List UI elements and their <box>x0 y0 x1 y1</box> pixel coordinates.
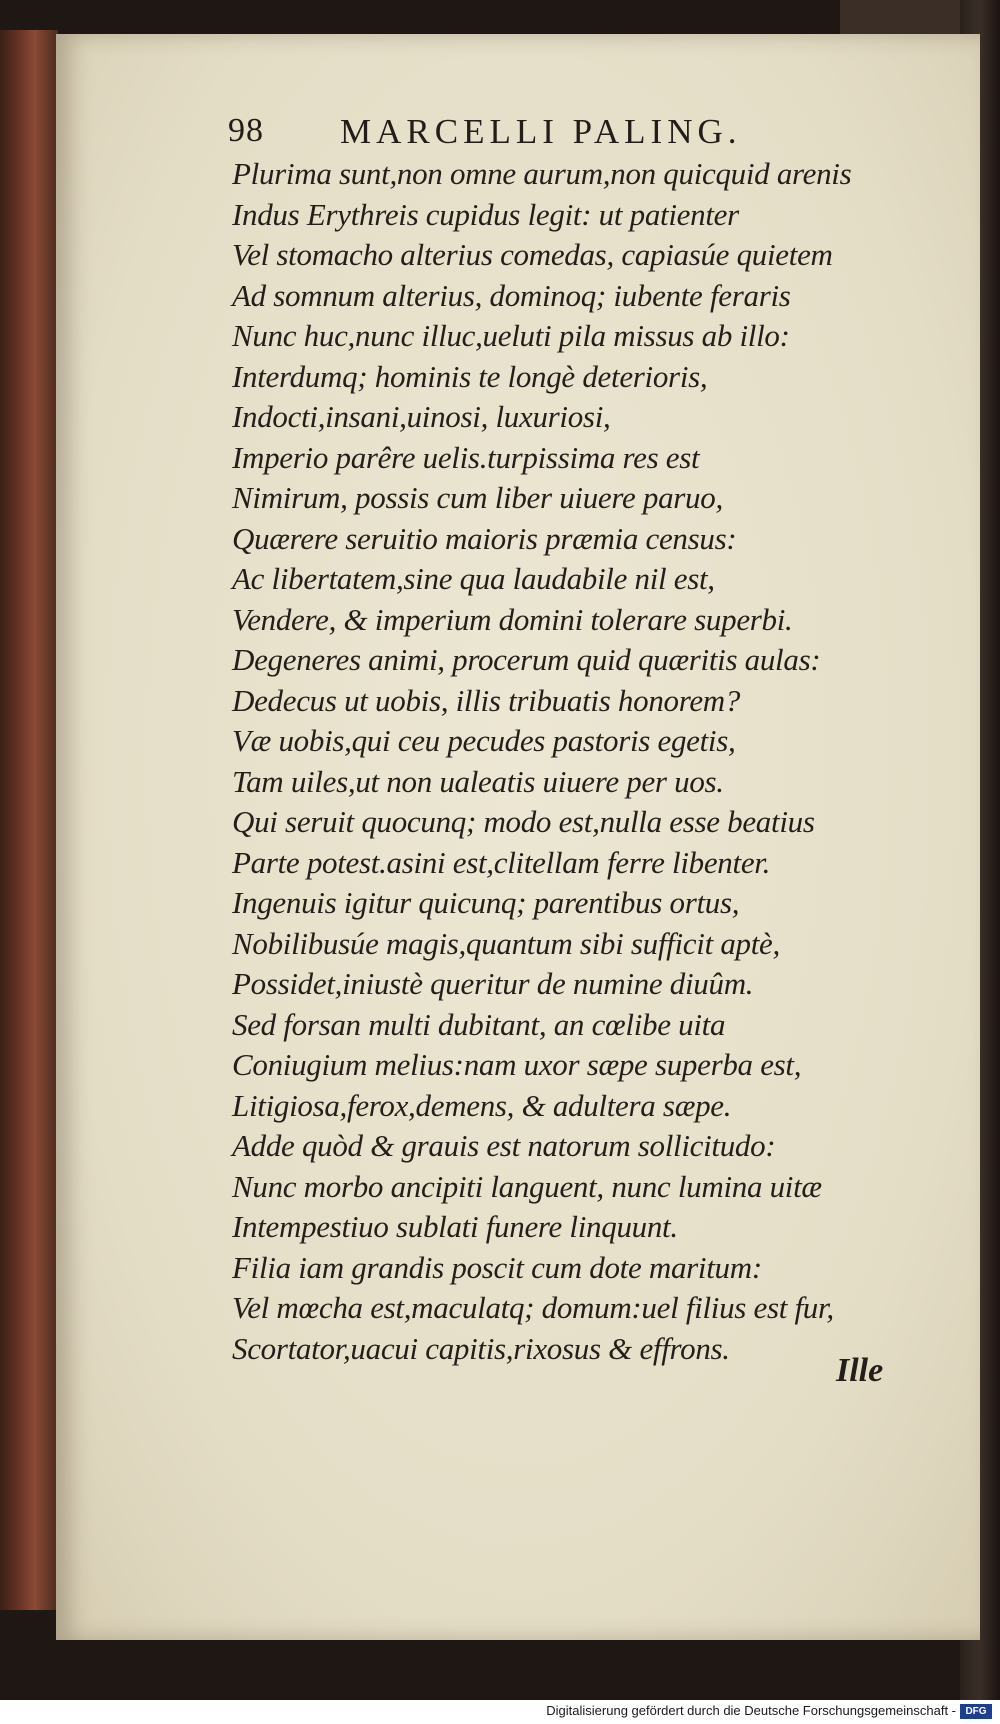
dfg-logo: DFG <box>960 1704 992 1719</box>
running-title: MARCELLI PALING. <box>340 112 742 151</box>
verse-line: Imperio parêre uelis.turpissima res est <box>232 439 700 475</box>
verse-line: Vendere, & imperium domini tolerare superbi. <box>232 601 793 637</box>
verse-line: Indocti,insani,uinosi, luxuriosi, <box>232 399 611 434</box>
verse-line: Nimirum, possis cum liber uiuere paruo, <box>232 480 723 515</box>
verse-line: Indus Erythreis cupidus legit: ut patienter <box>232 196 739 232</box>
verse-line: Quærere seruitio maioris præmia census: <box>232 520 737 556</box>
digitization-credit: Digitalisierung gefördert durch die Deutsche Forschungsgemeinschaft - <box>546 1703 956 1718</box>
verse-line: Sed forsan multi dubitant, an cœlibe uita <box>232 1006 726 1042</box>
verse-line: Dedecus ut uobis, illis tribuatis honorem? <box>232 682 741 718</box>
catchword: Ille <box>836 1352 884 1389</box>
verse-line: Litigiosa,ferox,demens, & adultera sæpe. <box>232 1087 732 1123</box>
verse-line: Qui seruit quocunq; modo est,nulla esse beatius <box>232 804 815 839</box>
verse-line: Vel mœcha est,maculatq; domum:uel filius est fur, <box>232 1290 834 1325</box>
verse-line: Scortator,uacui capitis,rixosus & effrons. <box>232 1330 730 1366</box>
verse-line: Intempestiuo sublati funere linquunt. <box>232 1209 678 1244</box>
verse-line: Ad somnum alterius, dominoq; iubente feraris <box>232 277 791 313</box>
verse-line: Tam uiles,ut non ualeatis uiuere per uos. <box>232 763 724 799</box>
verse-line: Adde quòd & grauis est natorum sollicitudo: <box>232 1128 776 1163</box>
page-number: 98 <box>228 112 264 149</box>
verse-line: Interdumq; hominis te longè deterioris, <box>232 358 708 394</box>
verse-line: Ac libertatem,sine qua laudabile nil est, <box>232 561 715 596</box>
verse-line: Nunc huc,nunc illuc,ueluti pila missus ab illo: <box>232 318 790 353</box>
footer-bar <box>0 1700 1000 1724</box>
verse-line: Vel stomacho alterius comedas, capiasúe quietem <box>232 237 833 272</box>
verse-line: Filia iam grandis poscit cum dote maritum: <box>232 1249 762 1285</box>
verse-line: Nobilibusúe magis,quantum sibi sufficit aptè, <box>232 925 780 961</box>
verse-line: Parte potest.asini est,clitellam ferre libenter. <box>232 844 771 880</box>
verse-line: Possidet,iniustè queritur de numine diuûm. <box>232 966 754 1001</box>
book-spine-edge <box>0 30 58 1610</box>
verse-line: Degeneres animi, procerum quid quæritis aulas: <box>232 642 821 677</box>
verse-line: Coniugium melius:nam uxor sæpe superba est, <box>232 1047 802 1082</box>
verse-line: Nunc morbo ancipiti languent, nunc lumina uitæ <box>232 1168 822 1204</box>
page-header <box>228 112 868 158</box>
verse-line: Væ uobis,qui ceu pecudes pastoris egetis, <box>232 723 736 758</box>
verse-line: Ingenuis igitur quicunq; parentibus ortus, <box>232 885 740 920</box>
verse-line: Plurima sunt,non omne aurum,non quicquid arenis <box>232 156 852 191</box>
verse-text <box>232 154 932 1369</box>
